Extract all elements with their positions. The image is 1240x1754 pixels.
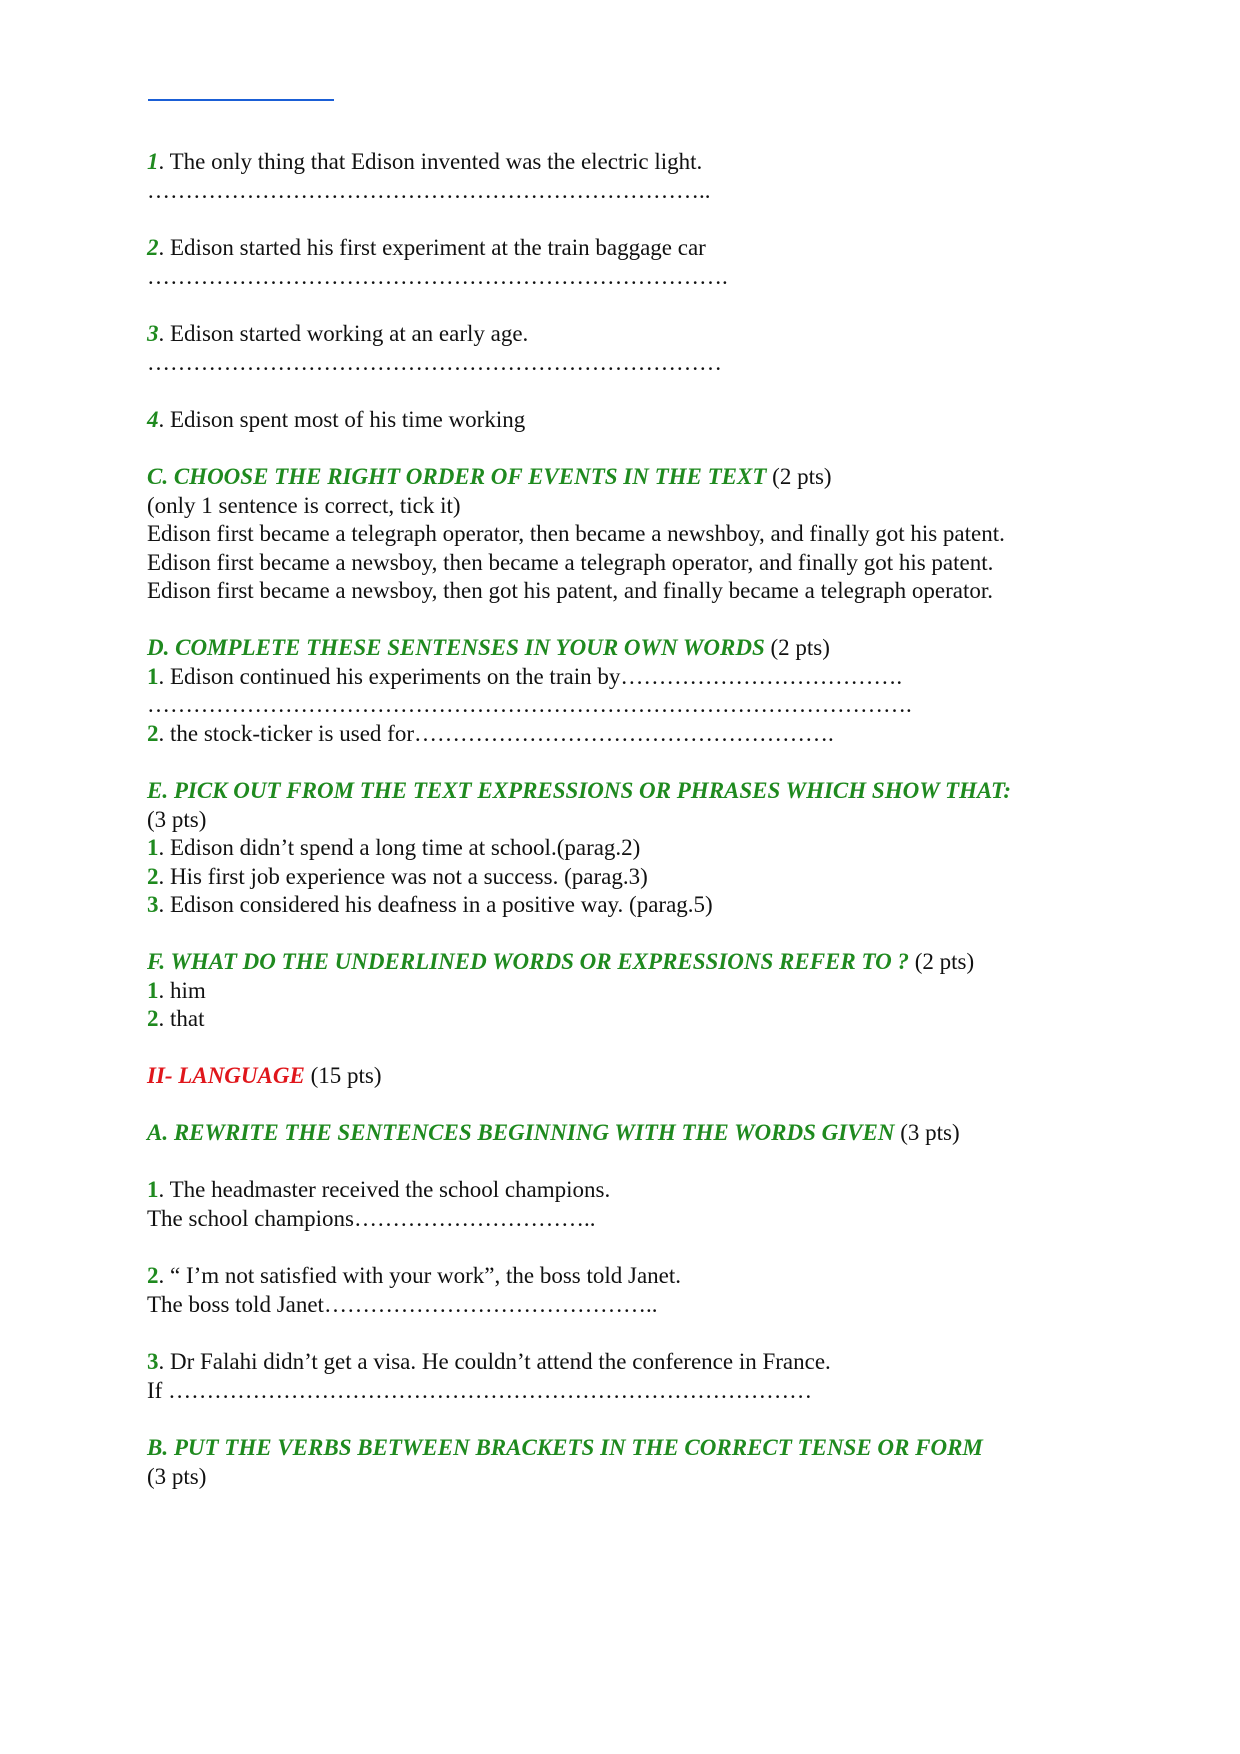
section-title: A. REWRITE THE SENTENCES BEGINNING WITH THE WORDS GIVEN <box>147 1120 895 1145</box>
question-number: 2 <box>147 1006 159 1031</box>
section-e-heading <box>147 777 1011 805</box>
section-d-heading <box>147 634 830 662</box>
e-item-1 <box>147 834 640 862</box>
question-text: . the stock-ticker is used for………………………………………………. <box>158 721 834 746</box>
section-title: C. CHOOSE THE RIGHT ORDER OF EVENTS IN THE TEXT <box>147 464 767 489</box>
section-title: B. PUT THE VERBS BETWEEN BRACKETS IN THE CORRECT TENSE OR FORM <box>147 1435 983 1460</box>
question-text: . His first job experience was not a success. (parag.3) <box>158 864 648 889</box>
section-f-heading <box>147 948 974 976</box>
d-question-2 <box>147 720 834 748</box>
section-title: E. PICK OUT FROM THE TEXT EXPRESSIONS OR PHRASES WHICH SHOW THAT: <box>147 778 1011 803</box>
question-number: 3 <box>147 892 159 917</box>
question-number: 4 <box>147 407 159 432</box>
lang-a-question-1 <box>147 1176 610 1204</box>
language-heading <box>147 1062 382 1090</box>
lang-a-question-3 <box>147 1348 831 1376</box>
b-answer-line-1: ……………………………………………………………….. <box>147 178 711 203</box>
question-text: . him <box>158 978 206 1003</box>
order-option-2[interactable]: Edison first became a newsboy, then became a telegraph operator, and finally got his patent. <box>147 550 994 575</box>
question-number: 3 <box>147 1349 159 1374</box>
lang-a-answer-3: If ………………………………………………………………………… <box>147 1378 813 1403</box>
lang-a-answer-1: The school champions………………………….. <box>147 1206 596 1231</box>
question-text: . Edison spent most of his time working <box>158 407 526 432</box>
question-text: . Edison started working at an early age. <box>158 321 529 346</box>
section-points: (3 pts) <box>894 1120 960 1145</box>
question-number: 2 <box>147 1263 159 1288</box>
question-number: 1 <box>147 1177 159 1202</box>
section-c-note: (only 1 sentence is correct, tick it) <box>147 493 461 518</box>
lang-a-answer-2: The boss told Janet…………………………………….. <box>147 1292 658 1317</box>
b-question-3 <box>147 320 528 348</box>
lang-b-points: (3 pts) <box>147 1464 207 1489</box>
question-number: 1 <box>147 664 159 689</box>
question-number: 1 <box>147 835 159 860</box>
section-points: (2 pts) <box>909 949 975 974</box>
question-text: . Edison started his first experiment at the train baggage car <box>158 235 706 260</box>
section-points: (2 pts) <box>766 464 832 489</box>
e-item-2 <box>147 863 648 891</box>
question-number: 1 <box>147 149 159 174</box>
section-title: F. WHAT DO THE UNDERLINED WORDS OR EXPRESSIONS REFER TO ? <box>147 949 909 974</box>
e-item-3 <box>147 891 713 919</box>
header-rule <box>148 99 334 101</box>
section-points: (15 pts) <box>304 1063 382 1088</box>
f-item-2 <box>147 1005 205 1033</box>
section-points: (2 pts) <box>764 635 830 660</box>
order-option-1[interactable]: Edison first became a telegraph operator, then became a newshboy, and finally got his patent. <box>147 521 1005 546</box>
question-text: . The only thing that Edison invented was the electric light. <box>158 149 703 174</box>
question-text: . Edison continued his experiments on the train by………………………………. <box>158 664 903 689</box>
lang-b-heading <box>147 1434 983 1462</box>
question-number: 3 <box>147 321 159 346</box>
b-answer-line-3: ………………………………………………………………… <box>147 350 722 375</box>
section-e-points: (3 pts) <box>147 807 207 832</box>
question-text: . The headmaster received the school champions. <box>158 1177 611 1202</box>
section-c-heading <box>147 463 832 491</box>
section-title: II- LANGUAGE <box>147 1063 305 1088</box>
b-question-2 <box>147 234 706 262</box>
question-number: 2 <box>147 864 159 889</box>
b-answer-line-2: …………………………………………………………………. <box>147 264 728 289</box>
question-number: 2 <box>147 721 159 746</box>
b-question-1 <box>147 148 702 176</box>
question-text: . Dr Falahi didn’t get a visa. He couldn’t attend the conference in France. <box>158 1349 831 1374</box>
f-item-1 <box>147 977 206 1005</box>
question-number: 2 <box>147 235 159 260</box>
order-option-3[interactable]: Edison first became a newsboy, then got his patent, and finally became a telegraph operator. <box>147 578 994 603</box>
b-question-4 <box>147 406 525 434</box>
question-text: . that <box>158 1006 205 1031</box>
d-answer-line-1: ………………………………………………………………………………………. <box>147 692 912 717</box>
lang-a-question-2 <box>147 1262 681 1290</box>
question-number: 1 <box>147 978 159 1003</box>
d-question-1 <box>147 663 902 691</box>
question-text: . Edison didn’t spend a long time at school.(parag.2) <box>158 835 641 860</box>
question-text: . “ I’m not satisfied with your work”, the boss told Janet. <box>158 1263 682 1288</box>
question-text: . Edison considered his deafness in a positive way. (parag.5) <box>158 892 713 917</box>
section-title: D. COMPLETE THESE SENTENSES IN YOUR OWN WORDS <box>147 635 765 660</box>
lang-a-heading <box>147 1119 960 1147</box>
